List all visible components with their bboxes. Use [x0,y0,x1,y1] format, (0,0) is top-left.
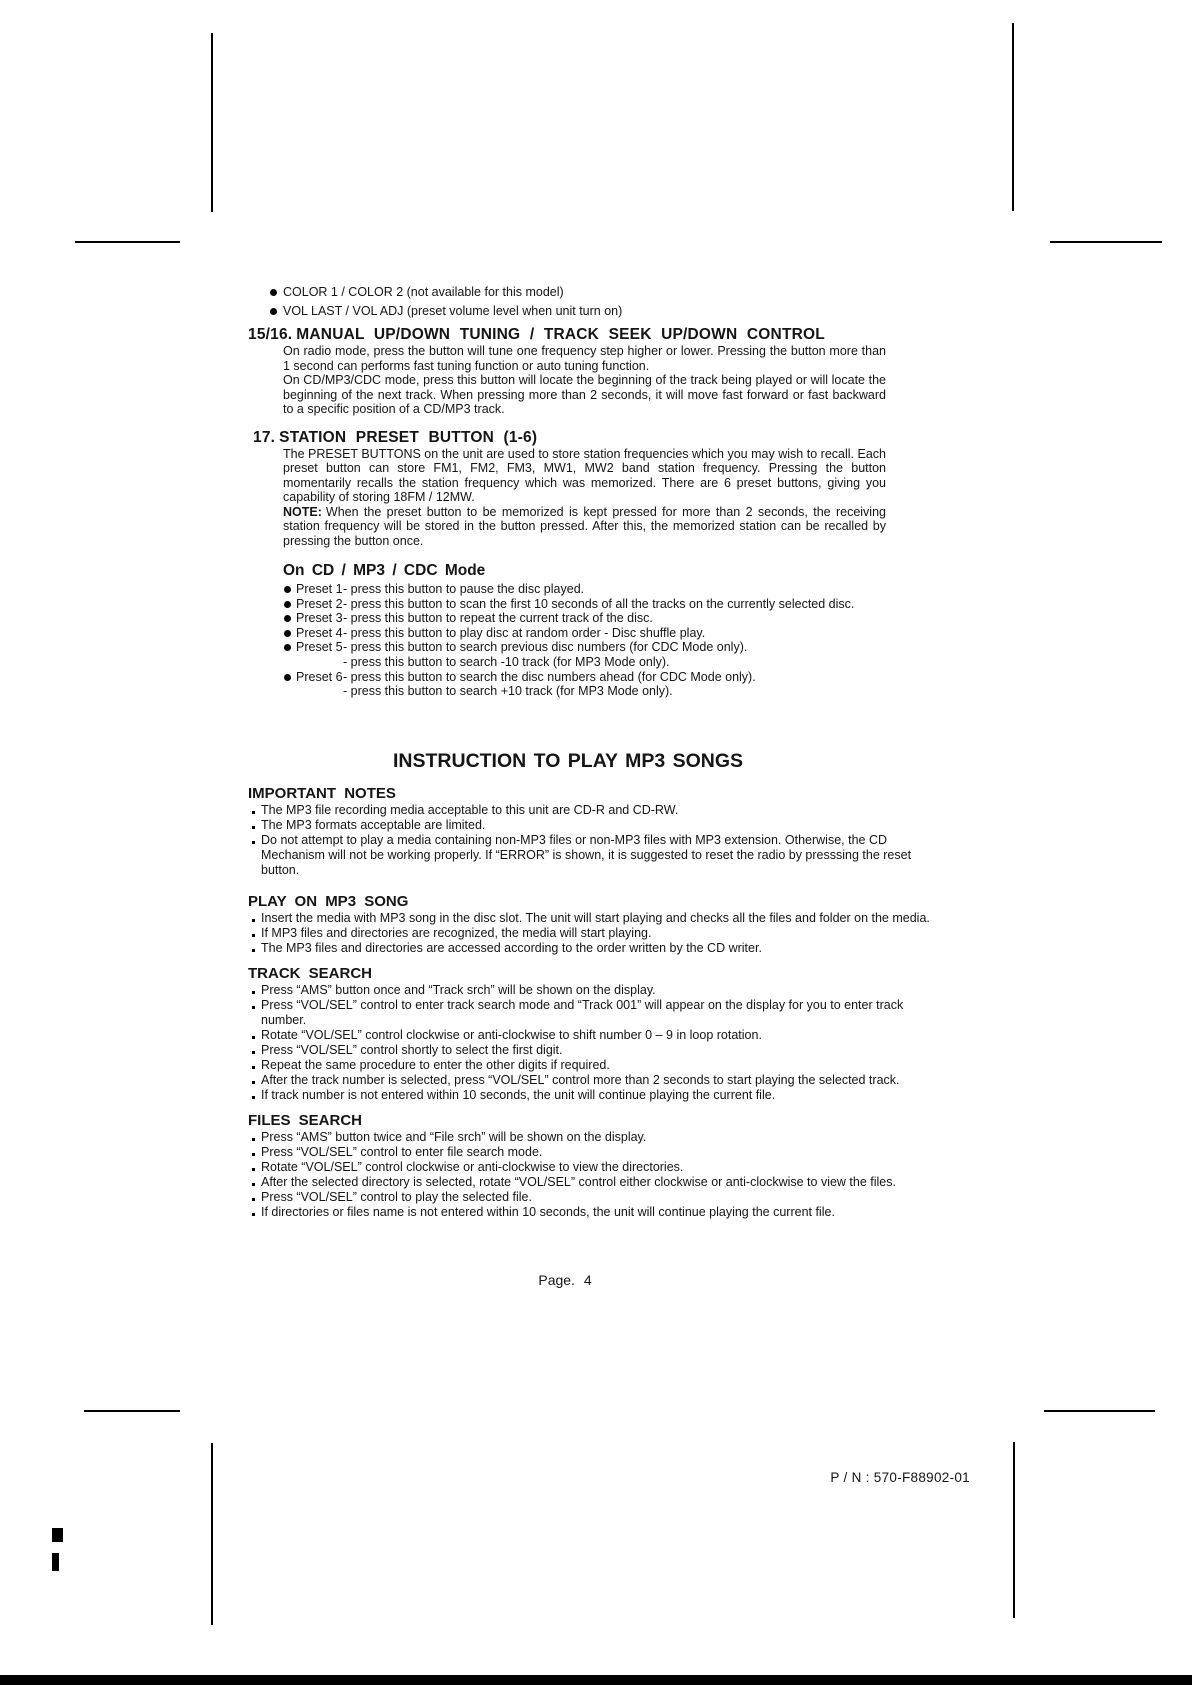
section-title: MANUAL UP/DOWN TUNING / TRACK SEEK UP/DOWN CONTROL [296,326,825,343]
bullet-icon [252,941,261,956]
preset-label: Preset 2 [296,596,343,611]
list-item-text: After the selected directory is selected, rotate “VOL/SEL” control either clockwise or anti-clockwise to view the files. [261,1174,896,1189]
bullet-icon [252,1145,261,1160]
bullet-icon [252,818,261,833]
bottom-bar [0,1675,1192,1685]
list-item-text: If directories or files name is not entered within 10 seconds, the unit will continue playing the current file. [261,1204,835,1219]
list-item [252,1190,940,1205]
list-item [284,582,940,597]
list-item-text: Press “VOL/SEL” control shortly to select the first digit. [261,1042,563,1057]
preset-label: Preset 3 [296,611,343,626]
list-item-text: Press “AMS” button once and “Track srch” will be shown on the display. [261,982,656,997]
preset-label: Preset 6 [296,669,343,684]
list-item-text: VOL LAST / VOL ADJ (preset volume level when unit turn on) [283,304,623,318]
list-item [284,597,940,612]
note-text: When the preset button to be memorized is kept pressed for more than 2 seconds, the receiving station frequency will be stored in the button pressed. After this, the memorized station can be recalled by pressing the button once. [283,504,886,548]
list-item [252,941,940,956]
list-item [270,302,940,321]
list-item [252,1088,940,1103]
bullet-icon [252,1043,261,1058]
section-15-16-heading [248,325,940,344]
list-item-text: After the track number is selected, press “VOL/SEL” control more than 2 seconds to start playing the selected track. [261,1072,900,1087]
list-item-text: If track number is not entered within 10 seconds, the unit will continue playing the current file. [261,1087,776,1102]
bullet-icon [284,640,296,669]
preset-line: - press this button to pause the disc played. [343,582,585,596]
preset-label: Preset 5 [296,640,343,655]
section-17-heading [248,428,940,447]
preset-line: - press this button to scan the first 10 seconds of all the tracks on the currently selected disc. [343,596,855,611]
part-number: P / N : 570-F88902-01 [830,1470,970,1485]
bullet-icon [284,597,296,612]
list-item-text: The MP3 file recording media acceptable to this unit are CD-R and CD-RW. [261,802,679,817]
bullet-icon [252,1028,261,1043]
crop-mark-upper-right-horizontal [1050,241,1162,243]
bullet-icon [284,626,296,641]
crop-mark-upper-left-horizontal [75,241,180,243]
list-item [252,926,940,941]
bullet-icon [284,611,296,626]
bullet-icon [252,1088,261,1103]
bullet-icon [252,1058,261,1073]
list-item-text: Press “AMS” button twice and “File srch” will be shown on the display. [261,1129,647,1144]
section-title: STATION PRESET BUTTON (1-6) [279,428,538,446]
important-notes-heading: IMPORTANT NOTES [248,784,396,802]
registration-mark-1 [52,1528,63,1542]
crop-mark-lower-left-horizontal [84,1410,180,1412]
crop-mark-bottom-right-vertical [1013,1442,1015,1618]
note-label: NOTE: [283,504,322,519]
section-15-16-paragraph-1: On radio mode, press the button will tune one frequency step higher or lower. Pressing the button more than 1 second can performs fast tuning function or auto tuning function. [283,344,886,373]
list-item [252,911,940,926]
list-item-text: Press “VOL/SEL” control to enter track search mode and “Track 001” will appear on the display for you to enter track number. [261,997,904,1027]
list-item [252,1043,940,1058]
bullet-icon [252,1175,261,1190]
bullet-icon [252,998,261,1028]
list-item [252,1145,940,1160]
play-on-mp3-list [248,911,940,956]
list-item [252,1175,940,1190]
preset-line: - press this button to search previous disc numbers (for CDC Mode only). [343,640,748,655]
list-item [252,1205,940,1220]
list-item [252,998,940,1028]
bullet-icon [284,670,296,699]
bullet-icon [252,983,261,998]
bullet-icon [270,302,283,321]
list-item-text: COLOR 1 / COLOR 2 (not available for this model) [283,285,564,299]
section-number: 17. [253,428,276,446]
list-item-text: Rotate “VOL/SEL” control clockwise or anti-clockwise to shift number 0 – 9 in loop rotation. [261,1027,762,1042]
cd-mode-heading: On CD / MP3 / CDC Mode [283,562,486,579]
list-item-text: Press “VOL/SEL” control to play the selected file. [261,1189,532,1204]
section-17-paragraph-1: The PRESET BUTTONS on the unit are used to store station frequencies which you may wish to recall. Each preset button can store FM1, FM2, FM3, MW1, MW2 band station frequency. Pressing the button momentarily recalls the station frequency which was memorized. There are 6 preset buttons, giving you capability of storing 18FM / 12MW. [283,446,886,504]
bullet-icon [252,833,261,878]
list-item [252,803,940,818]
important-notes-list [248,803,940,878]
list-item [252,833,940,878]
bullet-icon [252,1130,261,1145]
play-on-mp3-heading: PLAY ON MP3 SONG [248,892,409,910]
page-number: Page. 4 [538,1272,592,1288]
list-item [270,283,940,302]
list-item-text: The MP3 formats acceptable are limited. [261,817,486,832]
preset-line: - press this button to search the disc numbers ahead (for CDC Mode only). [343,669,756,684]
preset-line: - press this button to play disc at random order - Disc shuffle play. [343,625,706,640]
files-search-heading: FILES SEARCH [248,1111,363,1129]
bullet-icon [252,926,261,941]
list-item [284,626,940,641]
section-number: 15/16. [248,326,293,343]
list-item-text: If MP3 files and directories are recognized, the media will start playing. [261,925,652,940]
section-17-note [248,505,940,549]
registration-mark-2 [52,1553,59,1571]
bullet-icon [284,582,296,597]
list-item [252,1160,940,1175]
list-item [252,1130,940,1145]
crop-mark-top-left-vertical [211,33,213,212]
list-item [252,1058,940,1073]
track-search-list [248,983,940,1103]
bullet-icon [252,1190,261,1205]
list-item [252,1028,940,1043]
preset-label: Preset 1 [296,582,343,596]
bullet-icon [270,283,283,302]
section-15-16-paragraph-2: On CD/MP3/CDC mode, press this button will locate the beginning of the track being played or will locate the beginning of the next track. When pressing more than 2 seconds, it will move fast forward or fast backward to a specific position of a CD/MP3 track. [283,373,886,416]
files-search-list [248,1130,940,1220]
list-item [252,1073,940,1088]
list-item-text: Rotate “VOL/SEL” control clockwise or anti-clockwise to view the directories. [261,1159,684,1174]
bullet-icon [252,1073,261,1088]
list-item-text: Repeat the same procedure to enter the other digits if required. [261,1057,610,1072]
page-content [248,283,940,1220]
crop-mark-bottom-left-vertical [211,1443,213,1625]
list-item [252,818,940,833]
crop-mark-lower-right-horizontal [1044,1410,1155,1412]
list-item [284,670,940,699]
list-item [284,611,940,626]
bullet-icon [252,803,261,818]
bullet-icon [252,1205,261,1220]
preset-line: - press this button to search -10 track (for MP3 Mode only). [343,654,670,669]
crop-mark-top-right-vertical [1012,23,1014,211]
list-item-text: Press “VOL/SEL” control to enter file search mode. [261,1144,543,1159]
preset-list [248,582,940,699]
preset-line: - press this button to repeat the current track of the disc. [343,611,653,626]
list-item [252,983,940,998]
mp3-instructions-title: INSTRUCTION TO PLAY MP3 SONGS [392,749,744,772]
preset-label: Preset 4 [296,625,343,640]
settings-bullet-list [248,283,940,321]
list-item-text: The MP3 files and directories are accessed according to the order written by the CD writer. [261,940,762,955]
list-item-text: Do not attempt to play a media containing non-MP3 files or non-MP3 files with MP3 extension. Otherwise, the CD Mechanism will not be working properly. If “ERROR” is shown, it is suggested to reset the radio by presssing the reset button. [261,832,912,877]
list-item [284,640,940,669]
bullet-icon [252,911,261,926]
preset-line: - press this button to search +10 track (for MP3 Mode only). [343,684,673,699]
bullet-icon [252,1160,261,1175]
track-search-heading: TRACK SEARCH [248,964,372,982]
list-item-text: Insert the media with MP3 song in the disc slot. The unit will start playing and checks all the files and folder on the media. [261,910,930,925]
